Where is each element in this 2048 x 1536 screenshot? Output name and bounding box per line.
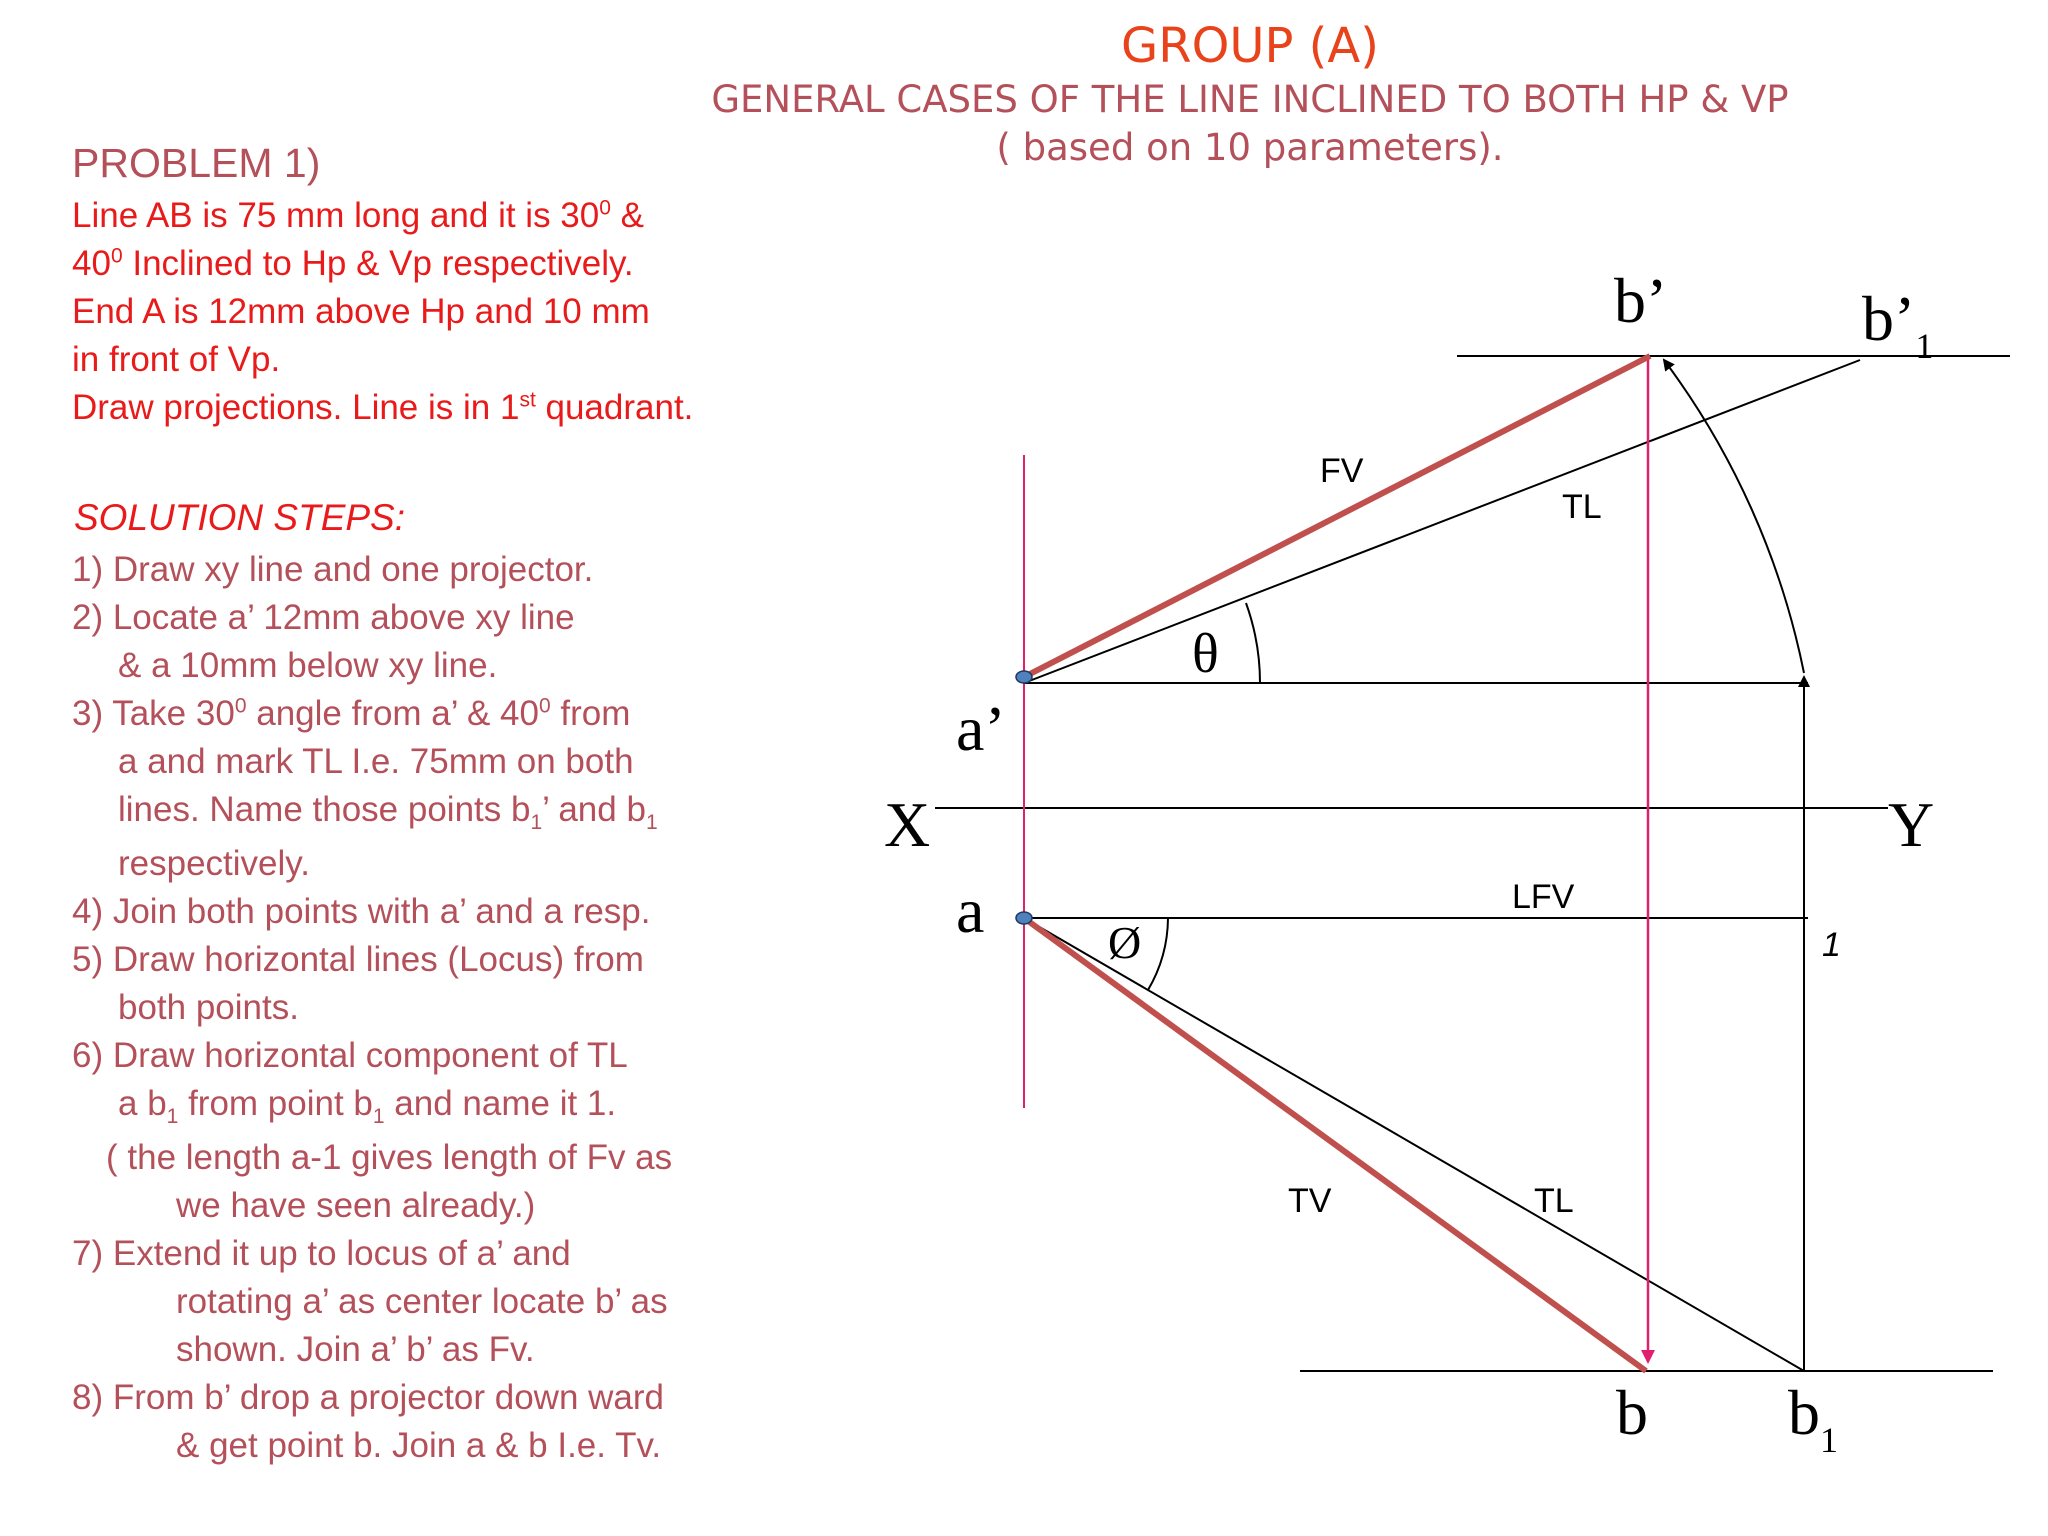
step-6-line-2: a $b_1$ from point $b_1$ and name it 1.: [118, 1084, 617, 1128]
solution-title: SOLUTION STEPS:: [74, 497, 406, 538]
step-4: 4) Join both points with a’ and a resp.: [72, 892, 651, 931]
step-7-line-1: 7) Extend it up to locus of a’ and: [72, 1234, 571, 1273]
phi-arc: [1148, 918, 1168, 990]
label-tv: TV: [1288, 1182, 1332, 1220]
point-a-prime: [1016, 671, 1032, 683]
true-length-top: [1024, 918, 1804, 1371]
step-6-line-4: we have seen already.): [176, 1186, 536, 1225]
phi-symbol: Ø: [1108, 917, 1142, 968]
label-y: Y: [1888, 789, 1935, 860]
subtitle-line-1: GENERAL CASES OF THE LINE INCLINED TO BOTH HP & VP: [711, 78, 1789, 121]
step-7-line-3: shown. Join a’ b’ as Fv.: [176, 1330, 535, 1369]
label-tl-front: TL: [1562, 488, 1602, 526]
top-view-line: [1024, 918, 1646, 1371]
label-b1: $b_1$: [1788, 1377, 1838, 1460]
label-point-one: 1: [1822, 926, 1841, 964]
group-title: GROUP (A): [1121, 18, 1379, 74]
label-a: a: [956, 875, 985, 946]
subtitle-line-2: ( based on 10 parameters).: [996, 126, 1504, 169]
label-x: X: [884, 789, 931, 860]
theta-arc: [1246, 603, 1260, 683]
problem-title: PROBLEM 1): [72, 140, 321, 186]
label-a-prime: a’: [956, 693, 1006, 764]
rotation-arc: [1664, 360, 1804, 673]
step-5-line-1: 5) Draw horizontal lines (Locus) from: [72, 940, 644, 979]
label-b: b: [1616, 1377, 1648, 1448]
point-a: [1016, 912, 1032, 924]
problem-line-4: in front of Vp.: [72, 340, 281, 379]
step-8-line-1: 8) From b’ drop a projector down ward: [72, 1378, 665, 1417]
step-5-line-2: both points.: [118, 988, 299, 1027]
label-fv: FV: [1320, 452, 1364, 490]
step-6-line-1: 6) Draw horizontal component of TL: [72, 1036, 628, 1075]
theta-symbol: θ: [1192, 623, 1219, 685]
front-view-line: [1024, 356, 1650, 677]
true-length-front: [1024, 360, 1860, 683]
step-2-line-2: & a 10mm below xy line.: [118, 646, 498, 685]
label-tl-top: TL: [1534, 1182, 1574, 1220]
problem-line-5: Draw projections. Line is in 1st quadrant.: [72, 388, 694, 427]
step-2-line-1: 2) Locate a’ 12mm above xy line: [72, 598, 575, 637]
problem-line-3: End A is 12mm above Hp and 10 mm: [72, 292, 650, 331]
step-3-line-2: a and mark TL I.e. 75mm on both: [118, 742, 634, 781]
step-3-line-4: respectively.: [118, 844, 310, 883]
step-3-line-1: 3) Take $30^0$ angle from a’ & $40^0$ from: [72, 694, 631, 733]
label-b1-prime: $b’_1$: [1862, 283, 1934, 366]
step-3-line-3: lines. Name those points $b_1$’ and $b_1$: [118, 790, 658, 834]
label-lfv: LFV: [1512, 878, 1575, 916]
label-b-prime: b’: [1614, 265, 1668, 336]
step-8-line-2: & get point b. Join a & b I.e. Tv.: [176, 1426, 662, 1465]
problem-line-2: $40^0$ Inclined to Hp & Vp respectively.: [72, 244, 634, 283]
step-1: 1) Draw xy line and one projector.: [72, 550, 594, 589]
step-6-line-3: ( the length a-1 gives length of Fv as: [106, 1138, 673, 1177]
problem-line-1: Line AB is 75 mm long and it is $30^0$ &: [72, 196, 645, 235]
step-7-line-2: rotating a’ as center locate b’ as: [176, 1282, 668, 1321]
